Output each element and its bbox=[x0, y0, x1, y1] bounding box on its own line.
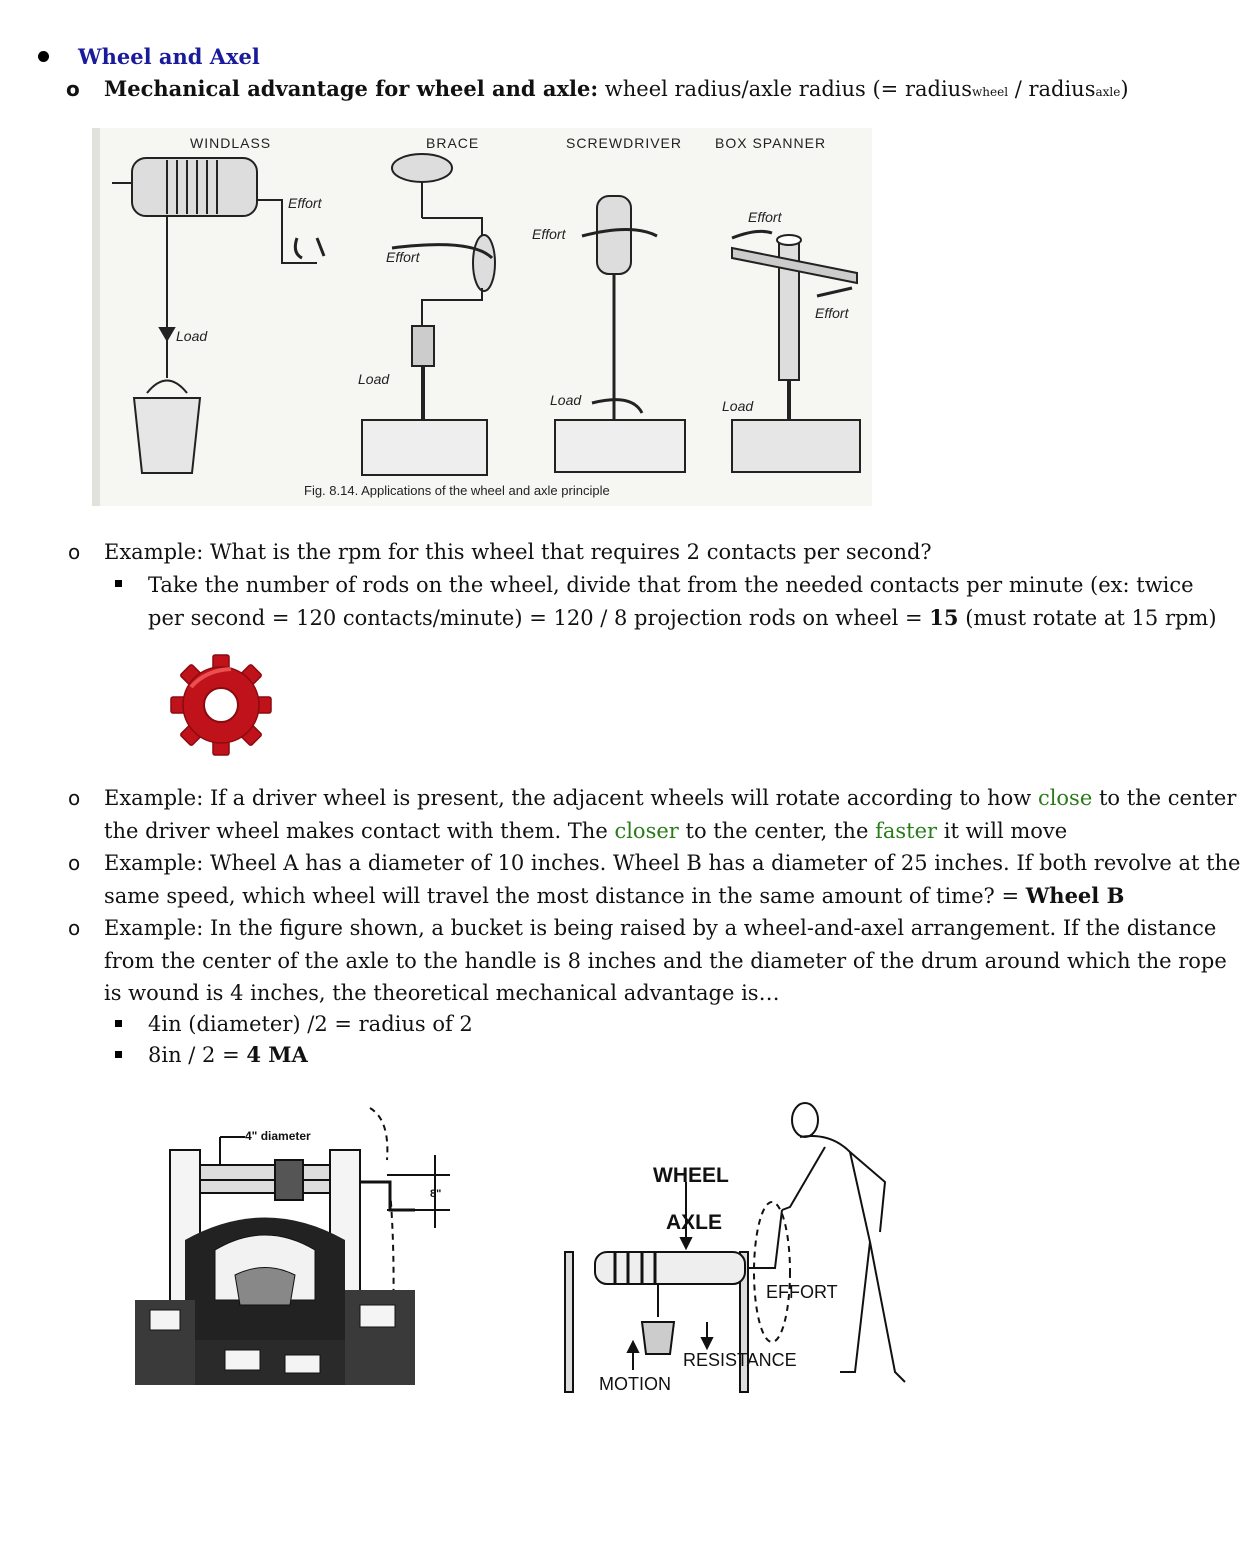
example1-sub-line1: Take the number of rods on the wheel, divide that from the needed contacts per minute (ex: twice bbox=[148, 573, 1194, 597]
sub-bullet bbox=[115, 1020, 122, 1027]
diameter-label: 4" diameter bbox=[245, 1129, 311, 1143]
windlass-effort: Effort bbox=[288, 195, 322, 211]
ma-mid: / radius bbox=[1008, 77, 1096, 101]
example2-text-a: Example: If a driver wheel is present, the adjacent wheels will rotate according to how bbox=[104, 786, 1038, 810]
screwdriver-effort: Effort bbox=[532, 226, 566, 242]
wheel-axle-applications-figure bbox=[92, 128, 872, 506]
example2-text-b: to the center bbox=[1092, 786, 1237, 810]
resistance-label: RESISTANCE bbox=[683, 1350, 797, 1370]
windlass-load: Load bbox=[176, 328, 208, 344]
example4-step2 bbox=[148, 1040, 308, 1070]
wheel-axle-man-figure bbox=[550, 1092, 910, 1397]
example1-sub-b: (must rotate at 15 rpm) bbox=[958, 606, 1217, 630]
heading-bullet bbox=[38, 51, 49, 62]
axle-label: AXLE bbox=[666, 1211, 723, 1234]
wheel-label: WHEEL bbox=[653, 1164, 729, 1187]
highlight-close: close bbox=[1037, 786, 1093, 810]
eight-inch-label: 8" bbox=[430, 1188, 442, 1200]
motion-label: MOTION bbox=[599, 1374, 671, 1394]
example4-answer: 4 MA bbox=[246, 1042, 308, 1067]
brace-load: Load bbox=[358, 371, 390, 387]
sub-bullet bbox=[115, 1051, 122, 1058]
label-brace: BRACE bbox=[426, 135, 480, 151]
example1-answer: 15 bbox=[929, 605, 959, 630]
ma-line bbox=[104, 74, 1129, 107]
list-bullet: o bbox=[68, 540, 81, 564]
screwdriver-load: Load bbox=[550, 392, 582, 408]
example3-answer: Wheel B bbox=[1025, 883, 1125, 908]
list-bullet: o bbox=[68, 916, 81, 940]
section-heading: Wheel and Axel bbox=[78, 44, 260, 69]
ma-label: Mechanical advantage for wheel and axle: bbox=[104, 76, 599, 101]
example2-line1 bbox=[104, 783, 1236, 813]
box-spanner-effort: Effort bbox=[748, 209, 782, 225]
example3-line1: Example: Wheel A has a diameter of 10 inches. Wheel B has a diameter of 25 inches. If both revolve at the bbox=[104, 851, 1240, 875]
example1-sub-a: per second = 120 contacts/minute) = 120 / 8 projection rods on wheel = bbox=[148, 606, 930, 630]
example1-sub-line2 bbox=[148, 603, 1217, 633]
example4-line1: Example: In the figure shown, a bucket is being raised by a wheel-and-axel arrangement. If the distance bbox=[104, 916, 1217, 940]
box-spanner-load: Load bbox=[722, 398, 754, 414]
ma-end: ) bbox=[1120, 77, 1129, 101]
highlight-faster: faster bbox=[875, 819, 938, 843]
brace-effort: Effort bbox=[386, 249, 420, 265]
label-box-spanner: BOX SPANNER bbox=[715, 135, 827, 151]
label-windlass: WINDLASS bbox=[190, 135, 272, 151]
example4-step1: 4in (diameter) /2 = radius of 2 bbox=[148, 1012, 473, 1036]
sub-bullet bbox=[115, 580, 122, 587]
list-bullet: o bbox=[68, 851, 81, 875]
example2-text-c: the driver wheel makes contact with them. The bbox=[104, 819, 615, 843]
example2-line2 bbox=[104, 816, 1067, 846]
well-windlass-figure bbox=[125, 1100, 460, 1395]
example2-text-d: to the center, the bbox=[678, 819, 876, 843]
gear-icon bbox=[166, 653, 276, 757]
example2-text-e: it will move bbox=[937, 819, 1068, 843]
list-bullet: o bbox=[68, 786, 81, 810]
ma-sub-wheel: wheel bbox=[971, 85, 1009, 99]
example3-text: same speed, which wheel will travel the most distance in the same amount of time? = bbox=[104, 884, 1026, 908]
example4-line3: is wound is 4 inches, the theoretical mechanical advantage is… bbox=[104, 981, 780, 1005]
box-spanner-effort-2: Effort bbox=[815, 305, 849, 321]
example4-line2: from the center of the axle to the handle is 8 inches and the diameter of the drum around which the rope bbox=[104, 949, 1227, 973]
example1-text: Example: What is the rpm for this wheel that requires 2 contacts per second? bbox=[104, 540, 932, 564]
ma-sub-axle: axle bbox=[1095, 85, 1121, 99]
ma-text: wheel radius/axle radius (= radius bbox=[598, 77, 972, 101]
highlight-closer: closer bbox=[614, 819, 679, 843]
label-screwdriver: SCREWDRIVER bbox=[566, 135, 683, 151]
example4-step2-text: 8in / 2 = bbox=[148, 1043, 247, 1067]
effort-label: EFFORT bbox=[766, 1282, 838, 1302]
example3-line2 bbox=[104, 881, 1124, 911]
list-bullet: o bbox=[66, 77, 80, 101]
figure1-caption: Fig. 8.14. Applications of the wheel and axle principle bbox=[304, 483, 610, 498]
